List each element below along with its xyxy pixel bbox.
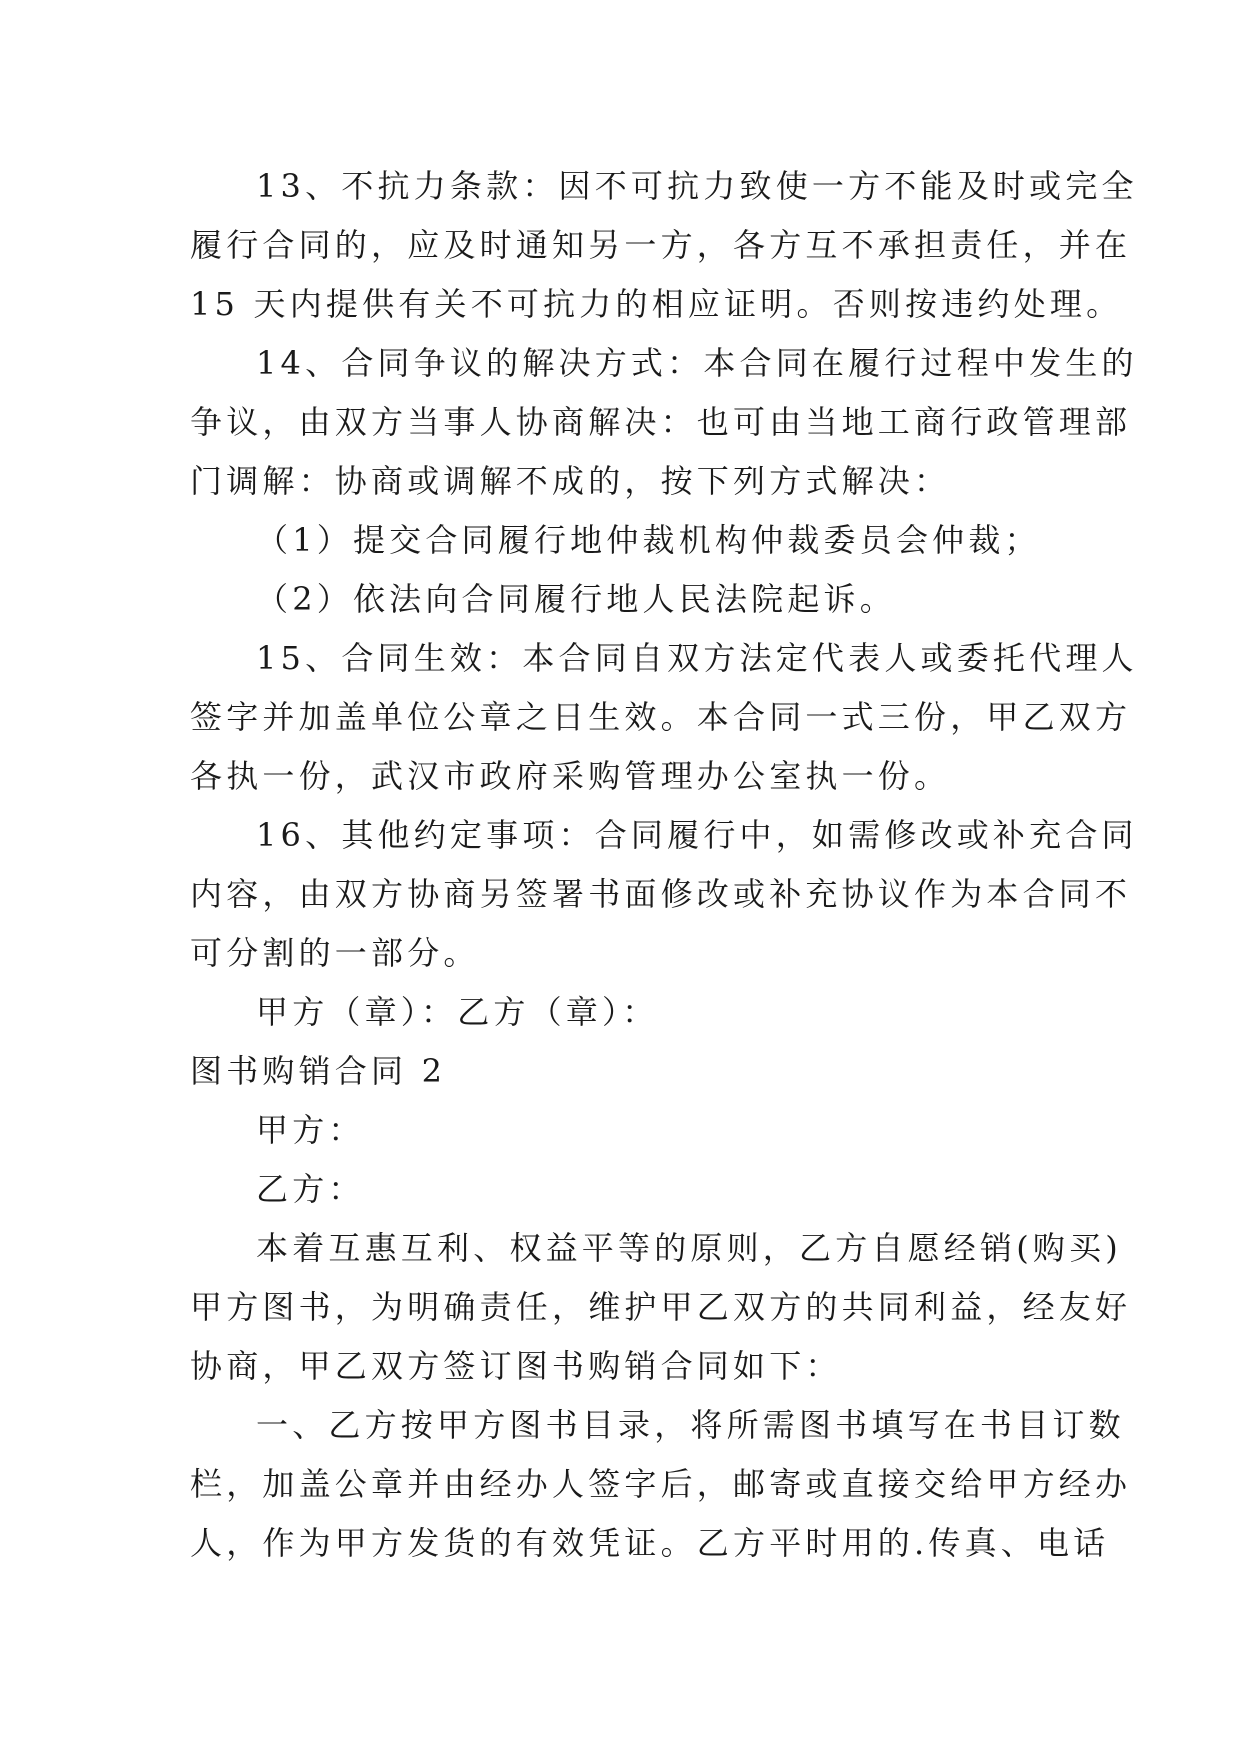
clause-16-line-2: 内容，由双方协商另签署书面修改或补充协议作为本合同不 [190,875,1132,913]
clause-14-option-2: （2）依法向合同履行地人民法院起诉。 [256,580,896,618]
clause-14-line-2: 争议，由双方当事人协商解决：也可由当地工商行政管理部 [190,403,1132,441]
clause-14-option-1: （1）提交合同履行地仲裁机构仲裁委员会仲裁； [256,521,1041,559]
article-1-line-3: 人，作为甲方发货的有效凭证。乙方平时用的.传真、电话 [190,1524,1110,1562]
signature-line: 甲方（章）：乙方（章）： [256,993,659,1031]
preamble-line-2: 甲方图书，为明确责任，维护甲乙双方的共同利益，经友好 [190,1288,1132,1326]
clause-15-line-1: 15、合同生效：本合同自双方法定代表人或委托代理人 [256,639,1138,677]
clause-14-line-3: 门调解：协商或调解不成的，按下列方式解决： [190,462,951,500]
article-1-line-2: 栏，加盖公章并由经办人签字后，邮寄或直接交给甲方经办 [190,1465,1132,1503]
clause-13-line-2: 履行合同的，应及时通知另一方，各方互不承担责任，并在 [190,226,1132,264]
contract-2-title: 图书购销合同 2 [190,1052,447,1090]
clause-14-line-1: 14、合同争议的解决方式：本合同在履行过程中发生的 [256,344,1138,382]
clause-15-line-2: 签字并加盖单位公章之日生效。本合同一式三份，甲乙双方 [190,698,1132,736]
preamble-line-3: 协商，甲乙双方签订图书购销合同如下： [190,1347,842,1385]
article-1-line-1: 一、乙方按甲方图书目录，将所需图书填写在书目订数 [256,1406,1125,1444]
party-a-label: 甲方： [256,1111,365,1149]
preamble-line-1: 本着互惠互利、权益平等的原则，乙方自愿经销(购买) [256,1229,1122,1267]
party-b-label: 乙方： [256,1170,365,1208]
clause-15-line-3: 各执一份，武汉市政府采购管理办公室执一份。 [190,757,951,795]
clause-16-line-1: 16、其他约定事项：合同履行中，如需修改或补充合同 [256,816,1138,854]
clause-13-line-3: 15 天内提供有关不可抗力的相应证明。否则按违约处理。 [190,285,1123,323]
clause-16-line-3: 可分割的一部分。 [190,934,480,972]
clause-13-line-1: 13、不抗力条款：因不可抗力致使一方不能及时或完全 [256,167,1138,205]
